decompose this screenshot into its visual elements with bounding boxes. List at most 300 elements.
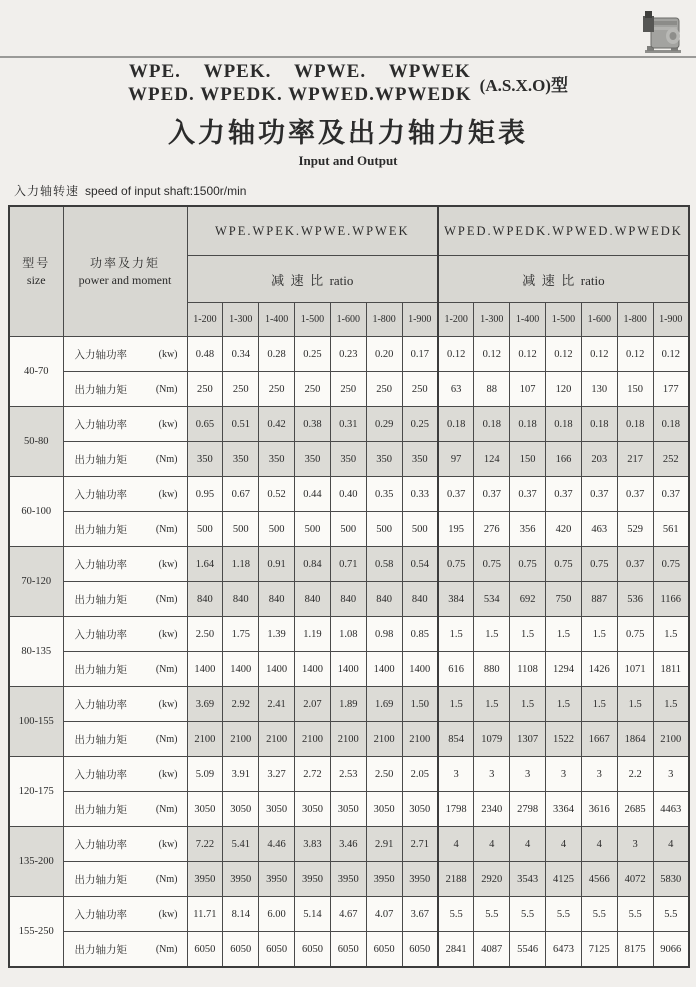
value-cell: 3050 [402,792,438,827]
table-row [9,722,689,757]
size-header-english: size [26,272,46,287]
value-cell: 120 [546,372,582,407]
value-cell: 0.54 [402,547,438,582]
value-cell: 4 [438,827,474,862]
value-cell: 2.72 [295,757,331,792]
series-group2-header: WPED.WPEDK.WPWED.WPWEDK [438,206,689,256]
value-cell: 0.18 [617,407,653,442]
value-cell: 1.69 [366,687,402,722]
row-label: 入力轴功率 [74,558,127,571]
gearbox-photo [639,6,687,56]
value-cell: 534 [474,582,510,617]
value-cell: 1.5 [546,687,582,722]
value-cell: 0.37 [474,477,510,512]
value-cell: 3050 [366,792,402,827]
value-cell: 0.12 [510,337,546,372]
value-cell: 6050 [187,932,223,968]
value-cell: 1.5 [617,687,653,722]
column-header-size [9,206,63,337]
value-cell: 0.37 [510,477,546,512]
value-cell: 3.69 [187,687,223,722]
value-cell: 0.52 [259,477,295,512]
series-group1-header: WPE.WPEK.WPWE.WPWEK [187,206,438,256]
value-cell: 4087 [474,932,510,968]
value-cell: 0.48 [187,337,223,372]
value-cell: 350 [187,442,223,477]
table-row [9,372,689,407]
row-unit: (Nm) [155,733,178,745]
value-cell: 1522 [546,722,582,757]
value-cell: 1307 [510,722,546,757]
row-unit: (kw) [158,348,178,360]
value-cell: 1811 [653,652,689,687]
gearbox-image [639,6,687,56]
value-cell: 0.18 [474,407,510,442]
output-torque-label-cell [63,792,187,827]
value-cell: 1667 [581,722,617,757]
ratio-header-group1: 减 速 比 ratio [187,256,438,303]
table-row [9,547,689,582]
table-row [9,477,689,512]
value-cell: 1.39 [259,617,295,652]
value-cell: 2188 [438,862,474,897]
value-cell: 0.12 [438,337,474,372]
value-cell: 5.09 [187,757,223,792]
value-cell: 195 [438,512,474,547]
value-cell: 750 [546,582,582,617]
row-label: 出力轴力矩 [74,873,127,886]
value-cell: 250 [223,372,259,407]
value-cell: 4 [474,827,510,862]
value-cell: 1.5 [653,687,689,722]
value-cell: 217 [617,442,653,477]
value-cell: 2.50 [366,757,402,792]
value-cell: 107 [510,372,546,407]
value-cell: 500 [295,512,331,547]
row-label: 出力轴力矩 [74,733,127,746]
value-cell: 2.50 [187,617,223,652]
table-row [9,337,689,372]
output-torque-label-cell [63,862,187,897]
value-cell: 0.75 [653,547,689,582]
value-cell: 3050 [259,792,295,827]
value-cell: 0.51 [223,407,259,442]
value-cell: 3.83 [295,827,331,862]
value-cell: 561 [653,512,689,547]
table-row [9,932,689,968]
value-cell: 1400 [295,652,331,687]
input-speed-note [14,182,246,199]
table-row [9,407,689,442]
input-power-label-cell [63,617,187,652]
value-cell: 2100 [259,722,295,757]
row-label: 入力轴功率 [74,488,127,501]
value-cell: 0.12 [546,337,582,372]
value-cell: 1.19 [295,617,331,652]
input-speed-note-chinese: 入力轴转速 [14,184,80,198]
value-cell: 3950 [402,862,438,897]
value-cell: 0.37 [546,477,582,512]
row-unit: (kw) [158,768,178,780]
value-cell: 5.5 [438,897,474,932]
value-cell: 880 [474,652,510,687]
value-cell: 1.5 [474,617,510,652]
ratio-cell: 1-200 [187,303,223,337]
value-cell: 4.67 [330,897,366,932]
value-cell: 11.71 [187,897,223,932]
value-cell: 1400 [402,652,438,687]
value-cell: 1.64 [187,547,223,582]
value-cell: 0.18 [438,407,474,442]
value-cell: 3 [438,757,474,792]
value-cell: 2100 [223,722,259,757]
value-cell: 1.89 [330,687,366,722]
ratio-cell: 1-300 [474,303,510,337]
value-cell: 150 [617,372,653,407]
value-cell: 0.12 [474,337,510,372]
value-cell: 2.71 [402,827,438,862]
input-power-label-cell [63,897,187,932]
value-cell: 1.5 [546,617,582,652]
table-row [9,792,689,827]
value-cell: 2100 [295,722,331,757]
row-label: 入力轴功率 [74,768,127,781]
row-unit: (Nm) [155,383,178,395]
value-cell: 3.67 [402,897,438,932]
value-cell: 5.5 [653,897,689,932]
value-cell: 4.46 [259,827,295,862]
value-cell: 3.91 [223,757,259,792]
value-cell: 0.34 [223,337,259,372]
value-cell: 6050 [259,932,295,968]
value-cell: 1.5 [581,687,617,722]
value-cell: 150 [510,442,546,477]
value-cell: 2340 [474,792,510,827]
value-cell: 3543 [510,862,546,897]
row-label: 出力轴力矩 [74,523,127,536]
value-cell: 3050 [223,792,259,827]
input-speed-note-english: speed of input shaft:1500r/min [85,184,247,198]
value-cell: 4.07 [366,897,402,932]
value-cell: 0.37 [581,477,617,512]
output-torque-label-cell [63,442,187,477]
table-row [9,512,689,547]
title-block [0,60,696,169]
value-cell: 3 [581,757,617,792]
value-cell: 0.75 [474,547,510,582]
value-cell: 5.5 [474,897,510,932]
value-cell: 124 [474,442,510,477]
input-power-label-cell [63,687,187,722]
ratio-cell: 1-300 [223,303,259,337]
value-cell: 2798 [510,792,546,827]
value-cell: 0.25 [402,407,438,442]
input-power-label-cell [63,477,187,512]
value-cell: 276 [474,512,510,547]
value-cell: 536 [617,582,653,617]
power-moment-header-chinese: 功率及力矩 [89,255,160,270]
value-cell: 356 [510,512,546,547]
value-cell: 0.65 [187,407,223,442]
value-cell: 0.37 [653,477,689,512]
value-cell: 1426 [581,652,617,687]
value-cell: 3 [546,757,582,792]
value-cell: 3 [617,827,653,862]
table-row [9,827,689,862]
output-torque-label-cell [63,652,187,687]
value-cell: 2.05 [402,757,438,792]
output-torque-label-cell [63,372,187,407]
row-unit: (Nm) [155,523,178,535]
value-cell: 840 [295,582,331,617]
value-cell: 692 [510,582,546,617]
row-label: 入力轴功率 [74,838,127,851]
table-row [9,897,689,932]
value-cell: 0.37 [438,477,474,512]
value-cell: 252 [653,442,689,477]
row-unit: (kw) [158,558,178,570]
value-cell: 250 [330,372,366,407]
value-cell: 4 [653,827,689,862]
size-cell: 70-120 [9,547,63,617]
value-cell: 5.5 [510,897,546,932]
value-cell: 1.18 [223,547,259,582]
value-cell: 2100 [653,722,689,757]
value-cell: 616 [438,652,474,687]
value-cell: 0.35 [366,477,402,512]
row-unit: (kw) [158,908,178,920]
row-label: 入力轴功率 [74,698,127,711]
input-power-label-cell [63,407,187,442]
value-cell: 2100 [402,722,438,757]
output-torque-label-cell [63,582,187,617]
value-cell: 7.22 [187,827,223,862]
ratio-cell: 1-400 [259,303,295,337]
ratio-cell: 1-900 [653,303,689,337]
value-cell: 3364 [546,792,582,827]
value-cell: 840 [187,582,223,617]
value-cell: 3616 [581,792,617,827]
table-row [9,442,689,477]
value-cell: 3950 [295,862,331,897]
value-cell: 8175 [617,932,653,968]
value-cell: 250 [366,372,402,407]
value-cell: 0.98 [366,617,402,652]
value-cell: 6050 [295,932,331,968]
value-cell: 0.40 [330,477,366,512]
row-label: 入力轴功率 [74,348,127,361]
value-cell: 2100 [330,722,366,757]
row-unit: (kw) [158,418,178,430]
value-cell: 1.5 [510,617,546,652]
value-cell: 0.37 [617,477,653,512]
size-header-chinese: 型号 [22,255,51,270]
ratio-cell: 1-800 [366,303,402,337]
value-cell: 5830 [653,862,689,897]
table-row [9,757,689,792]
column-header-power-moment [63,206,187,337]
value-cell: 4 [546,827,582,862]
value-cell: 4 [581,827,617,862]
value-cell: 250 [402,372,438,407]
value-cell: 2920 [474,862,510,897]
value-cell: 2.41 [259,687,295,722]
value-cell: 0.28 [259,337,295,372]
page-title-english: Input and Output [298,153,398,168]
output-torque-label-cell [63,512,187,547]
value-cell: 840 [223,582,259,617]
table-row [9,652,689,687]
value-cell: 2.92 [223,687,259,722]
value-cell: 4 [510,827,546,862]
value-cell: 0.75 [438,547,474,582]
ratio-cell: 1-900 [402,303,438,337]
value-cell: 3950 [330,862,366,897]
value-cell: 203 [581,442,617,477]
value-cell: 384 [438,582,474,617]
value-cell: 5546 [510,932,546,968]
row-label: 出力轴力矩 [74,663,127,676]
value-cell: 1.5 [438,687,474,722]
value-cell: 3050 [187,792,223,827]
value-cell: 6473 [546,932,582,968]
value-cell: 3950 [223,862,259,897]
value-cell: 1798 [438,792,474,827]
value-cell: 3.46 [330,827,366,862]
ratio-cell: 1-200 [438,303,474,337]
row-unit: (Nm) [155,453,178,465]
value-cell: 0.17 [402,337,438,372]
value-cell: 1079 [474,722,510,757]
table-row [9,687,689,722]
value-cell: 2.2 [617,757,653,792]
value-cell: 3950 [259,862,295,897]
value-cell: 1400 [330,652,366,687]
model-series-line1: WPE. WPEK. WPWE. WPWEK [128,61,471,82]
ratio-cell: 1-800 [617,303,653,337]
value-cell: 5.5 [581,897,617,932]
value-cell: 0.25 [295,337,331,372]
value-cell: 177 [653,372,689,407]
value-cell: 5.14 [295,897,331,932]
value-cell: 1071 [617,652,653,687]
value-cell: 0.18 [510,407,546,442]
value-cell: 350 [223,442,259,477]
row-unit: (Nm) [155,593,178,605]
value-cell: 0.38 [295,407,331,442]
value-cell: 250 [187,372,223,407]
value-cell: 1.75 [223,617,259,652]
value-cell: 2.91 [366,827,402,862]
value-cell: 0.29 [366,407,402,442]
value-cell: 1.5 [510,687,546,722]
value-cell: 0.42 [259,407,295,442]
value-cell: 1.5 [581,617,617,652]
page-title-chinese: 入力轴功率及出力轴力矩表 [168,118,528,148]
header-divider [0,56,696,58]
power-torque-table [8,205,690,968]
model-type-suffix: (A.S.X.O)型 [479,75,568,95]
value-cell: 3.27 [259,757,295,792]
row-label: 出力轴力矩 [74,593,127,606]
value-cell: 1.08 [330,617,366,652]
value-cell: 0.58 [366,547,402,582]
ratio-cell: 1-600 [581,303,617,337]
value-cell: 0.75 [581,547,617,582]
ratio-header-group2: 减 速 比 ratio [438,256,689,303]
value-cell: 500 [187,512,223,547]
value-cell: 463 [581,512,617,547]
value-cell: 130 [581,372,617,407]
value-cell: 8.14 [223,897,259,932]
row-unit: (Nm) [155,803,178,815]
value-cell: 0.84 [295,547,331,582]
value-cell: 420 [546,512,582,547]
value-cell: 840 [330,582,366,617]
table-row [9,582,689,617]
value-cell: 1.5 [474,687,510,722]
value-cell: 2100 [187,722,223,757]
value-cell: 0.12 [653,337,689,372]
value-cell: 3050 [295,792,331,827]
value-cell: 350 [259,442,295,477]
size-cell: 135-200 [9,827,63,897]
value-cell: 6050 [402,932,438,968]
value-cell: 250 [295,372,331,407]
size-cell: 40-70 [9,337,63,407]
value-cell: 3 [474,757,510,792]
value-cell: 88 [474,372,510,407]
value-cell: 0.33 [402,477,438,512]
value-cell: 4125 [546,862,582,897]
value-cell: 4463 [653,792,689,827]
value-cell: 840 [259,582,295,617]
value-cell: 0.67 [223,477,259,512]
value-cell: 1864 [617,722,653,757]
value-cell: 0.75 [510,547,546,582]
row-unit: (Nm) [155,873,178,885]
value-cell: 0.12 [617,337,653,372]
value-cell: 97 [438,442,474,477]
size-cell: 80-135 [9,617,63,687]
value-cell: 2.53 [330,757,366,792]
size-cell: 155-250 [9,897,63,968]
output-torque-label-cell [63,932,187,968]
value-cell: 2.07 [295,687,331,722]
value-cell: 1.5 [438,617,474,652]
value-cell: 1400 [259,652,295,687]
value-cell: 5.41 [223,827,259,862]
row-label: 出力轴力矩 [74,383,127,396]
model-series-line2: WPED. WPEDK. WPWED.WPWEDK [128,84,472,105]
row-unit: (Nm) [155,943,178,955]
output-torque-label-cell [63,722,187,757]
input-power-label-cell [63,337,187,372]
value-cell: 0.18 [653,407,689,442]
value-cell: 0.91 [259,547,295,582]
value-cell: 887 [581,582,617,617]
value-cell: 4566 [581,862,617,897]
value-cell: 2100 [366,722,402,757]
value-cell: 7125 [581,932,617,968]
value-cell: 0.23 [330,337,366,372]
ratio-cell: 1-500 [546,303,582,337]
value-cell: 0.71 [330,547,366,582]
ratio-cell: 1-600 [330,303,366,337]
value-cell: 0.31 [330,407,366,442]
value-cell: 2841 [438,932,474,968]
value-cell: 6.00 [259,897,295,932]
